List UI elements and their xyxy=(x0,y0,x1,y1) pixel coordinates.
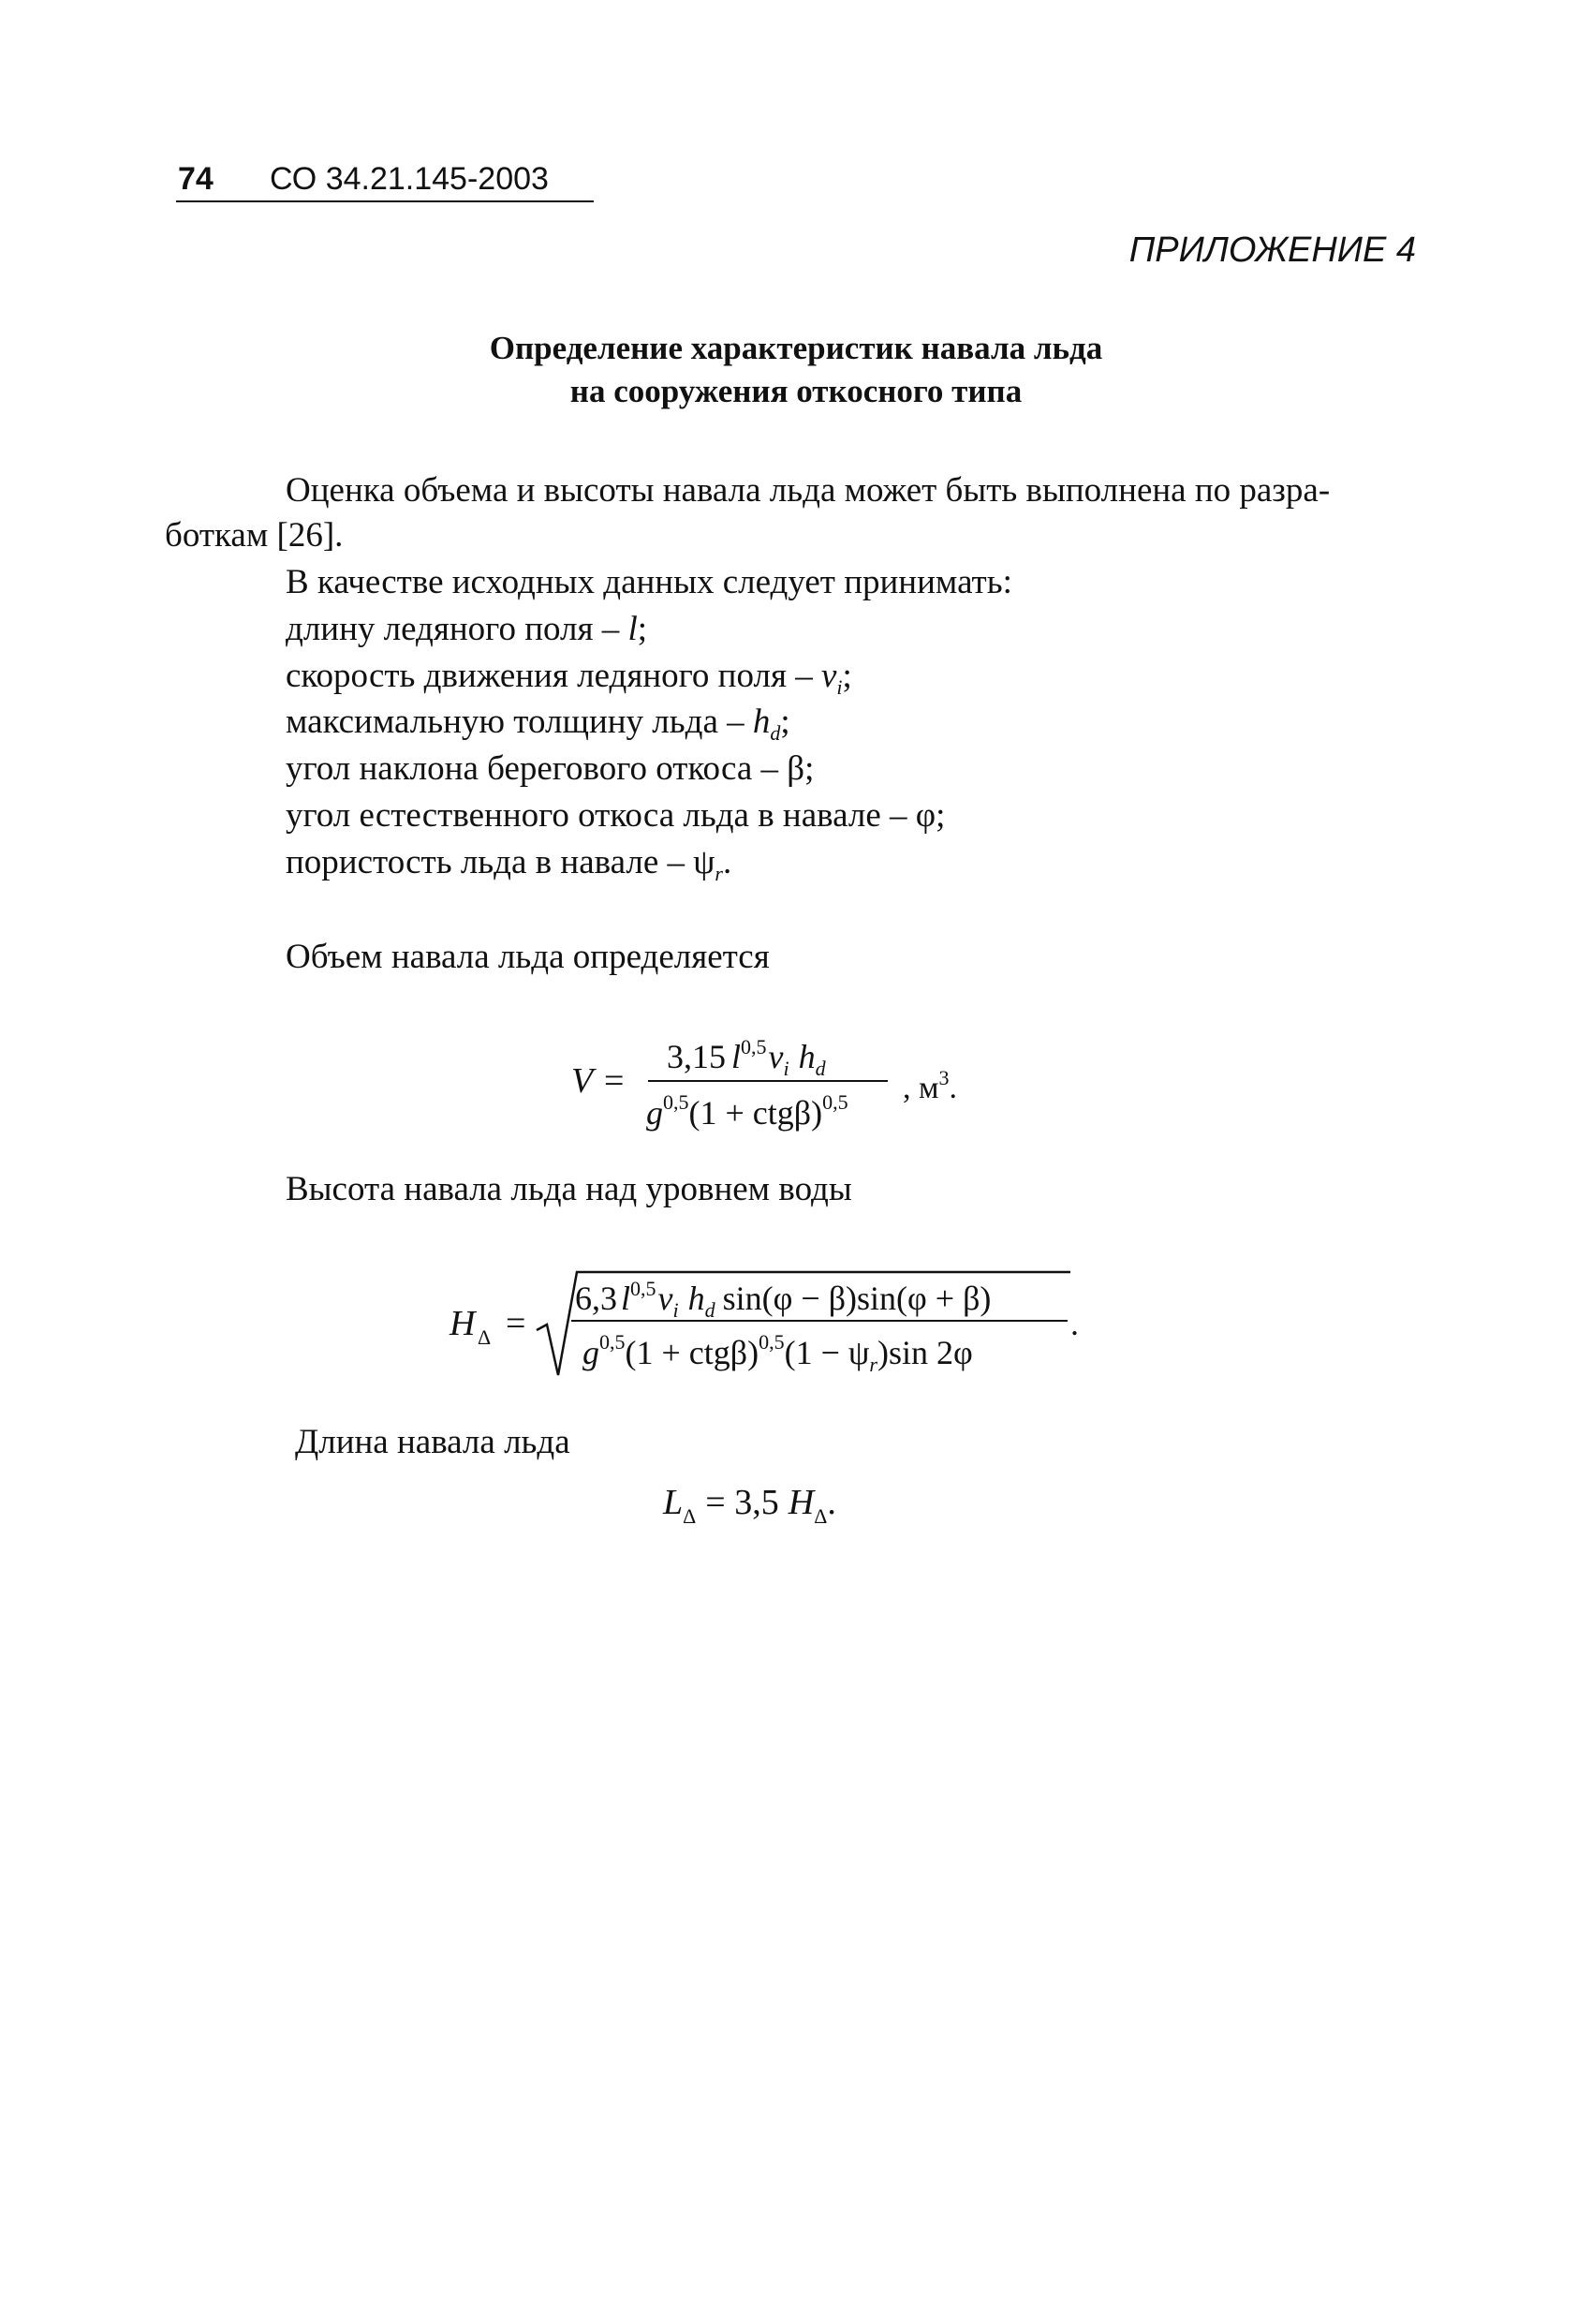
svg-text:3,15l0,5vihd: 3,15 $l^{0,5}v_i$ $h_d$ xyxy=(667,1035,826,1080)
svg-text:.: . xyxy=(1070,1305,1079,1342)
input-symbol: l xyxy=(627,610,638,648)
input-label: скорость движения ледяного поля – xyxy=(286,657,813,695)
input-label: пористость льда в навале – xyxy=(286,843,685,881)
input-label: длину ледяного поля – xyxy=(286,610,620,648)
intro-paragraph-line-2: боткам [26]. xyxy=(165,516,344,555)
length-intro: Длина навала льда xyxy=(295,1423,570,1461)
svg-text:LΔ= 3,5HΔ.: $L_\Delta = 3,5$ $H_\Delta$. xyxy=(663,1483,836,1528)
height-intro: Высота навала льда над уровнем воды xyxy=(286,1170,852,1208)
input-symbol: h xyxy=(752,703,771,741)
svg-text:=: = xyxy=(604,1061,625,1101)
input-end: ; xyxy=(637,610,648,648)
length-formula xyxy=(662,1483,836,1528)
input-symbol-sub: d xyxy=(770,721,781,745)
input-symbol: φ xyxy=(915,796,936,835)
input-end: ; xyxy=(804,749,815,788)
input-symbol-sub: r xyxy=(715,862,723,885)
appendix-label: ПРИЛОЖЕНИЕ 4 xyxy=(1128,230,1416,270)
svg-text:=: = xyxy=(506,1304,526,1343)
svg-text:V: V xyxy=(571,1061,594,1101)
document-code: СО 34.21.145-2003 xyxy=(270,161,549,197)
input-label: угол наклона берегового откоса – xyxy=(286,749,779,788)
svg-text:g0,5(1 + ctgβ)0,5: $g^{0,5}(1 + ctg\beta)^{0,5}$ xyxy=(646,1090,848,1132)
input-end: ; xyxy=(842,657,852,695)
input-end: ; xyxy=(780,703,790,741)
input-label: угол естественного откоса льда в навале – xyxy=(286,796,907,835)
svg-text:, м3.: , $м^3$. xyxy=(903,1066,958,1105)
input-symbol: β xyxy=(787,749,805,788)
volume-intro: Объем навала льда определяется xyxy=(286,938,770,976)
input-end: . xyxy=(722,843,732,881)
input-symbol-sub: i xyxy=(836,675,843,699)
page-number: 74 xyxy=(178,161,214,197)
svg-text:g0,5(1 + ctgβ)0,5(1 − ψr)sin 2: $g^{0,5}(1 + ctg\beta)^{0,5}(1 - \psi_r)\sin$ 2φ xyxy=(582,1330,973,1376)
title-line-1: Определение характеристик навала льда xyxy=(489,330,1103,366)
input-symbol: ψ xyxy=(693,843,715,881)
input-label: максимальную толщину льда – xyxy=(286,703,744,741)
volume-formula xyxy=(571,1035,957,1132)
height-formula xyxy=(449,1272,1079,1376)
svg-text:H: H xyxy=(450,1304,476,1343)
intro-paragraph-line-1: Оценка объема и высоты навала льда может быть выполнена по разра- xyxy=(286,471,1331,510)
input-end: ; xyxy=(936,796,946,835)
input-symbol: v xyxy=(820,657,837,695)
svg-text:Δ: Δ xyxy=(478,1325,492,1349)
inputs-heading: В качестве исходных данных следует принимать: xyxy=(286,563,1012,601)
title-line-2: на сооружения откосного типа xyxy=(569,373,1023,409)
svg-text:6,3l0,5vihdsin(φ − β)sin(φ + β: 6,3 $l^{0,5}v_i$ $h_d$ sin(φ − β)sin(φ + β) xyxy=(575,1277,992,1322)
